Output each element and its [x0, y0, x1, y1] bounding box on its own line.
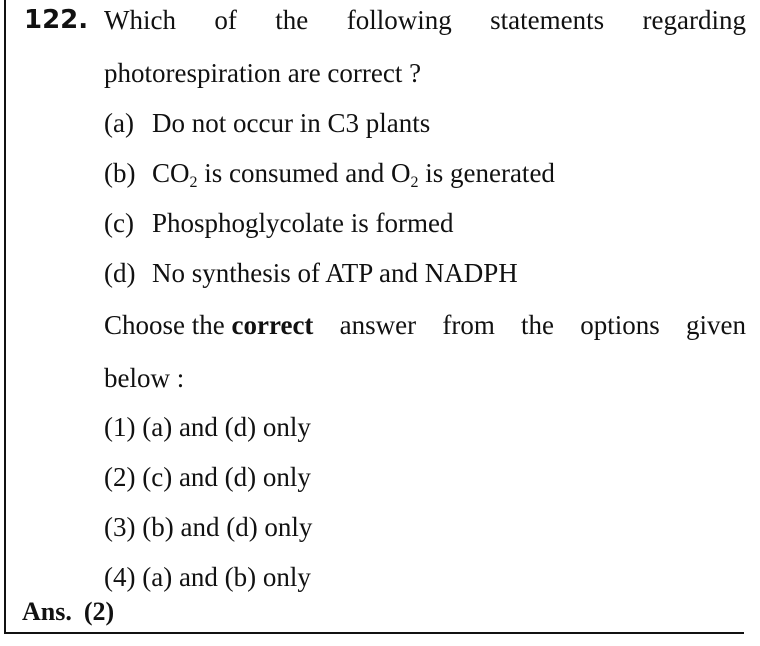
subscript: 2	[410, 174, 419, 191]
stem-word: regarding	[642, 5, 746, 35]
option-4: (4) (a) and (b) only	[104, 562, 311, 592]
answer-label: Ans.	[22, 597, 72, 626]
instruction-emphasis: correct	[231, 310, 314, 340]
statement-a	[104, 105, 430, 141]
statement-c	[104, 205, 453, 241]
subscript: 2	[189, 174, 198, 191]
option-3: (3) (b) and (d) only	[104, 512, 313, 542]
instruction-word: answer	[339, 310, 417, 340]
instruction-word: from	[442, 310, 495, 340]
statement-text-part: is consumed and O	[197, 158, 411, 188]
question-stem-line-2: photorespiration are correct ?	[104, 58, 422, 88]
instruction-text: Choose the	[104, 310, 225, 340]
statement-text: Do not occur in C3 plants	[152, 108, 431, 138]
instruction-word	[104, 307, 313, 343]
instruction-line-1	[104, 307, 746, 343]
stem-word: the	[275, 5, 309, 35]
statement-tag: (c)	[104, 208, 134, 238]
answer	[22, 594, 114, 630]
instruction-word: given	[686, 310, 746, 340]
question-stem-line-1	[104, 2, 746, 38]
statement-d	[104, 255, 518, 291]
instruction-word: the	[521, 310, 555, 340]
statement-tag: (d)	[104, 258, 136, 288]
statement-tag: (a)	[104, 108, 134, 138]
instruction-word: options	[580, 310, 660, 340]
question-number: 122.	[24, 5, 89, 35]
statement-b	[104, 155, 555, 191]
statement-tag: (b)	[104, 158, 136, 188]
stem-word: following	[346, 5, 452, 35]
statement-text: No synthesis of ATP and NADPH	[152, 258, 518, 288]
stem-word: Which	[104, 5, 176, 35]
instruction-line-2: below :	[104, 363, 185, 393]
option-1: (1) (a) and (d) only	[104, 412, 311, 442]
stem-word: statements	[490, 5, 605, 35]
option-2: (2) (c) and (d) only	[104, 462, 311, 492]
statement-text: Phosphoglycolate is formed	[152, 208, 454, 238]
stem-word: of	[214, 5, 237, 35]
statement-text-part: CO	[152, 158, 190, 188]
statement-text-part: is generated	[418, 158, 555, 188]
answer-value: (2)	[83, 597, 115, 626]
